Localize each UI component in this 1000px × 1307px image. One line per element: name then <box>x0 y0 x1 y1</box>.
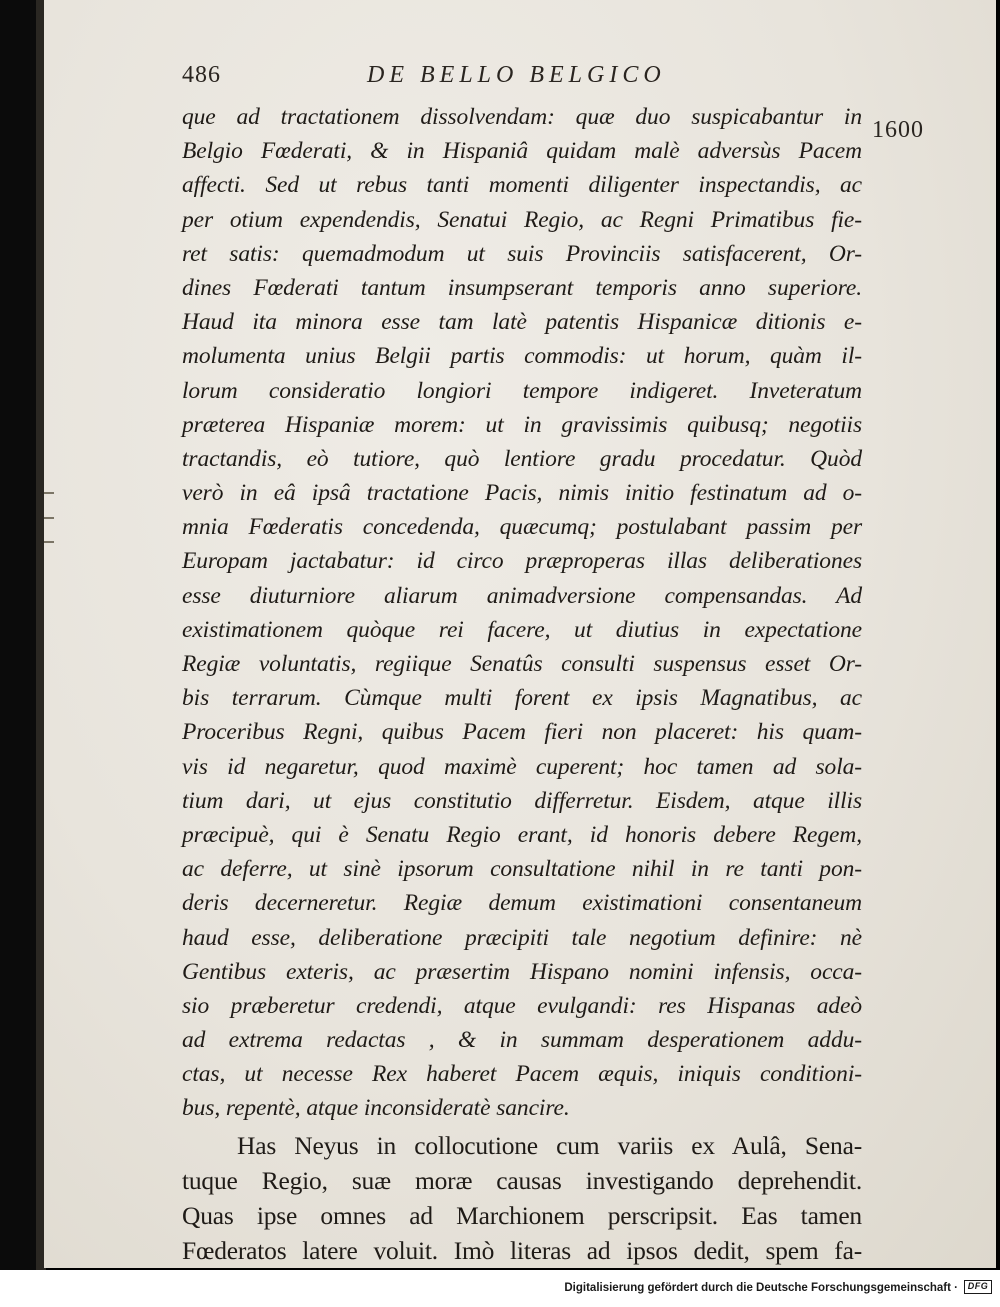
text-line: Fœderatos latere voluit. Imò literas ad ipsos dedit, spem fa- <box>182 1235 862 1265</box>
text-line: ad extrema redactas , & in summam desperationem addu- <box>182 1027 862 1054</box>
ink-bleed-mark <box>44 517 54 519</box>
text-line: Proceribus Regni, quibus Pacem fieri non placeret: his quam- <box>182 719 862 746</box>
text-line: existimationem quòque rei facere, ut diutius in expectatione <box>182 616 862 643</box>
text-line: molumenta unius Belgii partis commodis: ut horum, quàm il- <box>182 343 862 370</box>
text-line: Gentibus exteris, ac præsertim Hispano nomini infensis, occa- <box>182 958 862 985</box>
text-line: mnia Fœderatis concedenda, quæcumq; postulabant passim per <box>182 514 862 541</box>
text-line: per otium expendendis, Senatui Regio, ac Regni Primatibus fie- <box>182 206 862 233</box>
body-text <box>182 100 862 1268</box>
text-line: tuque Regio, suæ moræ causas investigando deprehendit. <box>182 1165 862 1195</box>
text-line: tium dari, ut ejus constitutio differretur. Eisdem, atque illis <box>182 787 862 814</box>
book-page <box>44 0 996 1268</box>
text-line: Regiæ voluntatis, regiique Senatûs consulti suspensus esset Or- <box>182 651 862 677</box>
running-head: DE BELLO BELGICO <box>367 62 666 88</box>
text-line: sio præberetur credendi, atque evulgandi: res Hispanas adeò <box>182 992 862 1019</box>
text-line: Has Neyus in collocutione cum variis ex Aulâ, Sena- <box>237 1130 862 1160</box>
text-line: tractandis, eò tutiore, quò lentiore gradu procedatur. Quòd <box>182 445 862 472</box>
ink-bleed-mark <box>44 541 54 543</box>
margin-year: 1600 <box>872 117 924 143</box>
text-line: bus, repentè, atque inconsideratè sancire. <box>182 1095 570 1122</box>
dfg-logo: DFG <box>964 1280 992 1294</box>
text-line: præcipuè, qui è Senatu Regio erant, id honoris debere Regem, <box>182 821 862 848</box>
text-line: ac deferre, ut sinè ipsorum consultatione nihil in re tanti pon- <box>182 856 862 883</box>
text-line: Quas ipse omnes ad Marchionem perscripsit. Eas tamen <box>182 1200 862 1230</box>
text-line: haud esse, deliberatione præcipiti tale negotium definire: nè <box>182 924 862 951</box>
text-line: Haud ita minora esse tam latè patentis Hispanicæ ditionis e- <box>182 309 862 336</box>
text-line: que ad tractationem dissolvendam: quæ duo suspicabantur in <box>182 104 862 130</box>
text-line: Belgio Fœderati, & in Hispaniâ quidam malè adversùs Pacem <box>182 138 862 165</box>
digitization-footer <box>0 1270 1000 1307</box>
ink-bleed-mark <box>44 492 54 494</box>
page-number: 486 <box>182 62 221 88</box>
text-line: lorum consideratio longiori tempore indigeret. Inveteratum <box>182 377 862 404</box>
italic-paragraph <box>182 100 862 1126</box>
text-line: bis terrarum. Cùmque multi forent ex ipsis Magnatibus, ac <box>182 685 862 712</box>
roman-paragraph <box>182 1128 862 1268</box>
text-line: verò in eâ ipsâ tractatione Pacis, nimis initio festinatum ad o- <box>182 480 862 507</box>
text-line: Europam jactabatur: id circo præproperas illas deliberationes <box>182 548 862 575</box>
text-line: dines Fœderati tantum insumpserant temporis anno superiore. <box>182 274 862 301</box>
text-line: affecti. Sed ut rebus tanti momenti diligenter inspectandis, ac <box>182 172 862 199</box>
text-line: esse diuturniore aliarum animadversione compensandas. Ad <box>182 582 862 609</box>
text-line: præterea Hispaniæ morem: ut in gravissimis quibusq; negotiis <box>182 411 862 438</box>
text-line: ret satis: quemadmodum ut suis Provinciis satisfacerent, Or- <box>182 240 862 267</box>
digitization-note: Digitalisierung gefördert durch die Deutsche Forschungsgemeinschaft · <box>564 1282 958 1294</box>
text-line: vis id negaretur, quod maximè cuperent; hoc tamen ad sola- <box>182 753 862 780</box>
page-header <box>182 62 742 98</box>
text-line: deris decerneretur. Regiæ demum existimationi consentaneum <box>182 890 862 917</box>
text-line: ctas, ut necesse Rex haberet Pacem æquis, iniquis conditioni- <box>182 1061 862 1088</box>
